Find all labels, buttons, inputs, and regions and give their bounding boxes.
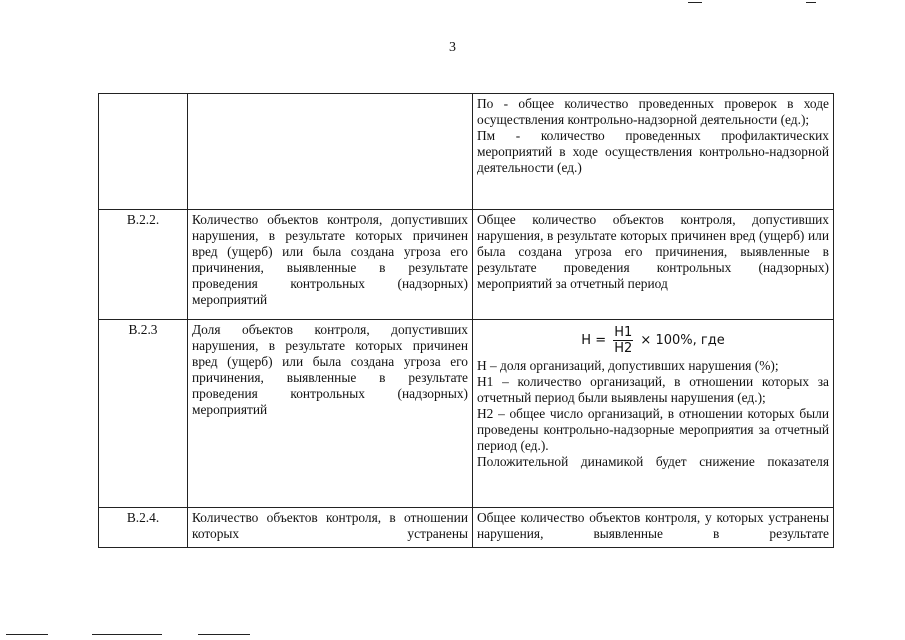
formula-denominator: Н2 bbox=[614, 341, 633, 356]
row-description bbox=[473, 94, 834, 210]
row-code bbox=[99, 94, 188, 210]
row-description bbox=[473, 508, 834, 548]
formula-lhs: Н = bbox=[581, 333, 607, 348]
row-description bbox=[473, 320, 834, 508]
row-name: Доля объектов контроля, допустивших нарушения, в результате которых причинен вред (ущерб) или была создана угроза его причинения, выявленные в результате проведения контрольных (надзорных) мероприятий bbox=[188, 320, 473, 508]
row-description-text: Общее количество объектов контроля, у которых устранены нарушения, выявленные в результате bbox=[477, 510, 829, 541]
row-name bbox=[188, 94, 473, 210]
formula-rhs: × 100%, где bbox=[640, 333, 725, 348]
row-name bbox=[188, 508, 473, 548]
table-row bbox=[99, 508, 834, 548]
row-name-text: Количество объектов контроля, в отношении которых устранены bbox=[192, 510, 468, 541]
description-line: Н1 – количество организаций, в отношении которых за отчетный период были выявлены нарушения (ед.); bbox=[477, 374, 829, 405]
table-row bbox=[99, 320, 834, 508]
indicators-table bbox=[98, 93, 834, 548]
row-code: В.2.3 bbox=[99, 320, 188, 508]
description-line: Пм - количество проведенных профилактических мероприятий в ходе осуществления контрольно-надзорной деятельности (ед.) bbox=[477, 128, 829, 175]
description-line: Н2 – общее число организаций, в отношении которых были проведены контрольно-надзорные мероприятия за отчетный период (ед.). bbox=[477, 406, 829, 453]
page-number: 3 bbox=[449, 40, 456, 55]
row-code: В.2.4. bbox=[99, 508, 188, 548]
description-line: По - общее количество проведенных проверок в ходе осуществления контрольно-надзорной деятельности (ед.); bbox=[477, 96, 829, 127]
scan-mark-bottom-2 bbox=[92, 634, 162, 635]
formula-fraction bbox=[613, 325, 633, 356]
row-name: Количество объектов контроля, допустивших нарушения, в результате которых причинен вред (ущерб) или была создана угроза его причинения, выявленные в результате проведения контрольных (надзорных) мероприятий bbox=[188, 210, 473, 320]
row-code: В.2.2. bbox=[99, 210, 188, 320]
row-description: Общее количество объектов контроля, допустивших нарушения, в результате которых причинен вред (ущерб) или была создана угроза его причинения, выявленные в результате проведения контрольных (надзорных) мероприятий за отчетный период bbox=[473, 210, 834, 320]
formula-numerator: Н1 bbox=[614, 325, 633, 340]
table-row bbox=[99, 210, 834, 320]
description-line: Н – доля организаций, допустивших нарушения (%); bbox=[477, 358, 779, 373]
formula bbox=[477, 325, 829, 356]
scan-mark-top-2 bbox=[806, 2, 816, 3]
table-row bbox=[99, 94, 834, 210]
scan-mark-top-1 bbox=[688, 2, 702, 3]
scan-mark-bottom-1 bbox=[6, 634, 48, 635]
description-line: Положительной динамикой будет снижение показателя bbox=[477, 454, 829, 469]
scan-mark-bottom-3 bbox=[198, 634, 250, 635]
